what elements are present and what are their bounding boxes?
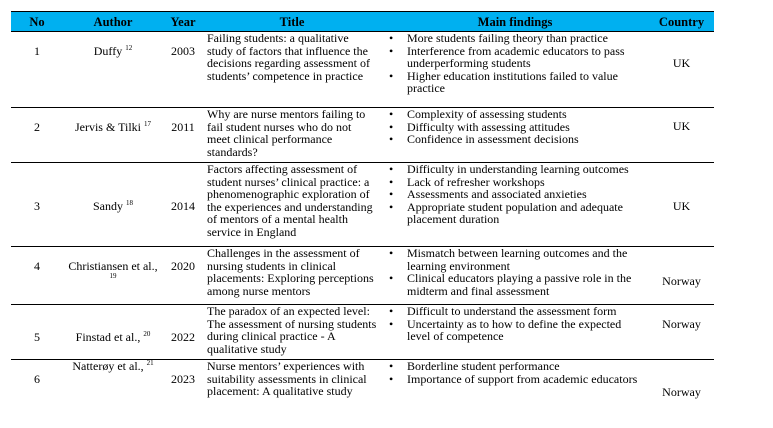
finding-item: • Importance of support from academic educators — [389, 373, 647, 386]
row-title: Factors affecting assessment of student nurses’ clinical practice: a phenomenographic exploration of the experiences and understanding of mentors of a mental health service in England — [203, 163, 381, 247]
row-no: 3 — [11, 163, 63, 247]
table-row — [11, 108, 714, 163]
row-no: 4 — [11, 247, 63, 305]
row-country: UK — [649, 163, 714, 247]
header-row — [11, 12, 714, 32]
table-row — [11, 305, 714, 360]
row-title: Why are nurse mentors failing to fail student nurses who do not meet clinical performance standards? — [203, 108, 381, 163]
finding-item: • Difficulty with assessing attitudes — [389, 121, 647, 134]
row-findings — [381, 163, 649, 247]
row-year: 2023 — [171, 372, 195, 386]
reference-number: 20 — [143, 330, 151, 338]
header-country: Country — [649, 12, 714, 32]
header-year: Year — [163, 12, 203, 32]
table-row — [11, 247, 714, 305]
finding-item: • Difficult to understand the assessment form — [389, 305, 647, 318]
row-author: Natterøy et al., $^{21}$ — [72, 359, 154, 373]
row-title: Challenges in the assessment of nursing students in clinical placements: Exploring perceptions among nurse mentors — [203, 247, 381, 305]
finding-item: • Uncertainty as to how to define the expected level of competence — [389, 318, 647, 343]
row-title: Nurse mentors’ experiences with suitability assessments in clinical placement: A qualitative study — [207, 359, 367, 399]
table-row — [11, 163, 714, 247]
row-country: Norway — [649, 305, 714, 360]
table-row — [11, 360, 714, 404]
row-year: 2003 — [163, 32, 203, 108]
row-author: Jervis & Tilki $^{17}$ — [63, 108, 163, 163]
row-country: Norway — [649, 247, 714, 305]
finding-item: • Assessments and associated anxieties — [389, 188, 647, 201]
finding-item: • Mismatch between learning outcomes and the learning environment — [389, 247, 647, 272]
row-findings — [381, 247, 649, 305]
row-author: Christiansen et al., $^{19}$ — [63, 247, 163, 305]
row-year: 2020 — [163, 247, 203, 305]
row-country: UK — [649, 108, 714, 163]
reference-number: 17 — [144, 120, 152, 128]
finding-item: • Appropriate student population and adequate placement duration — [389, 201, 647, 226]
finding-item: • Interference from academic educators to pass underperforming students — [389, 45, 647, 70]
header-main-findings: Main findings — [381, 12, 649, 32]
finding-item: • Clinical educators playing a passive role in the midterm and final assessment — [389, 272, 647, 297]
row-no: 6 — [34, 372, 40, 386]
finding-item: • Borderline student performance — [389, 360, 647, 373]
finding-item: • Complexity of assessing students — [389, 108, 647, 121]
finding-item: • Confidence in assessment decisions — [389, 133, 647, 146]
table-row — [11, 32, 714, 108]
row-title: Failing students: a qualitative study of factors that influence the decisions regarding assessment of students’ competence in practice — [203, 32, 381, 108]
row-title: The paradox of an expected level: The assessment of nursing students during clinical practice - A qualitative study — [203, 305, 381, 360]
reference-number: 18 — [126, 199, 133, 207]
literature-review-table — [11, 11, 714, 404]
row-year: 2011 — [163, 108, 203, 163]
row-country: UK — [649, 32, 714, 108]
finding-item: • More students failing theory than practice — [389, 32, 647, 45]
row-author: Finstad et al., $^{20}$ — [63, 305, 163, 360]
reference-number: 12 — [125, 44, 133, 52]
finding-item: • Lack of refresher workshops — [389, 176, 647, 189]
header-author: Author — [63, 12, 163, 32]
reference-number: 21 — [146, 359, 154, 367]
finding-item: • Difficulty in understanding learning outcomes — [389, 163, 647, 176]
finding-item: • Higher education institutions failed to value practice — [389, 70, 647, 95]
reference-number: 19 — [109, 271, 117, 280]
header-title: Title — [203, 12, 381, 32]
row-year: 2014 — [163, 163, 203, 247]
header-no: No — [11, 12, 63, 32]
row-country: Norway — [662, 385, 701, 399]
row-no: 2 — [11, 108, 63, 163]
row-no: 1 — [11, 32, 63, 108]
row-author: Duffy $^{12}$ — [63, 32, 163, 108]
row-findings — [381, 305, 649, 360]
row-no: 5 — [11, 305, 63, 360]
row-author: Sandy $^{18}$ — [63, 163, 163, 247]
row-findings — [381, 32, 649, 108]
row-findings — [381, 108, 649, 163]
row-year: 2022 — [163, 305, 203, 360]
row-findings — [381, 360, 649, 404]
